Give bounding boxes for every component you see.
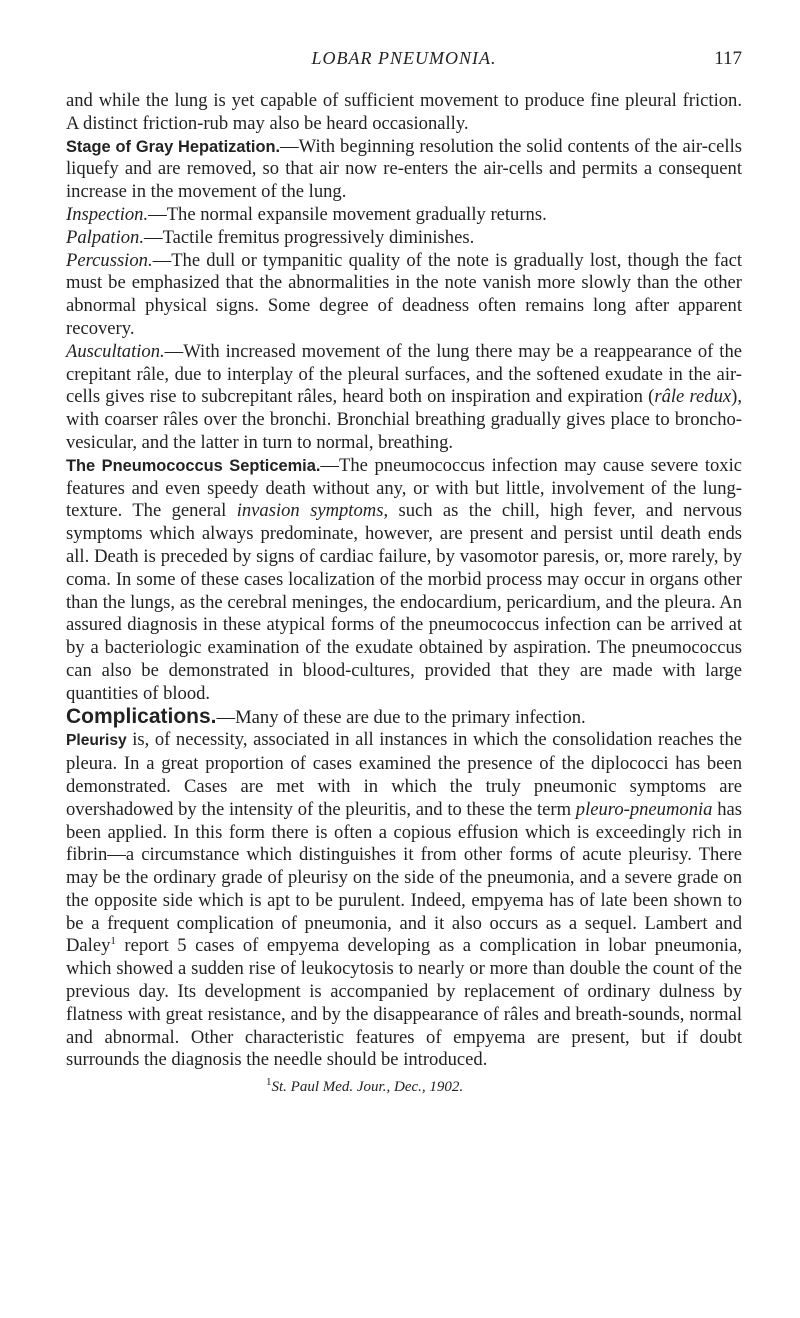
paragraph-text: —The normal expansile movement gradually returns. <box>148 203 547 225</box>
paragraph-text: —The pneumococcus infection may cause severe toxic features and even speedy death without any, or with but little, involvement of the lung-texture. The general <box>66 454 742 522</box>
section-heading: The Pneumococcus Septicemia. <box>66 456 321 475</box>
section-heading: Complications. <box>66 704 217 728</box>
subsection-heading: Palpation. <box>66 226 144 248</box>
paragraph-text: —The dull or tympanitic quality of the note is gradually lost, though the fact must be emphasized that the abnormalities in the note vanish more slowly than the other abnormal physical signs. Some degree of deadness often remains long after apparent recovery. <box>66 249 742 339</box>
paragraph-text: —Many of these are due to the primary infection. <box>216 706 586 728</box>
footnote-reference: 1 <box>110 935 116 948</box>
body-text <box>66 90 742 1072</box>
paragraph-text: ), with coarser râles over the bronchi. Bronchial breathing gradually gives place to broncho-vesicular, and the latter in turn to normal, breathing. <box>66 386 742 453</box>
paragraph-complications <box>66 706 742 730</box>
page-number: 117 <box>714 48 742 69</box>
paragraph-percussion <box>66 250 742 341</box>
paragraph-text: , such as the chill, high fever, and nervous symptoms which always predominate, however, are present and persist until death ends all. Death is preceded by signs of cardiac failure, by vasomotor paresis, or, more rarely, by coma. In some of these cases localization of the morbid process may occur in organs other than the lungs, as the cerebral meninges, the endocardium, pericardium, and the pleura. An assured diagnosis in these atypical forms of the pneumococcus infection can be arrived at by a bacteriologic examination of the exudate obtained by aspiration. The pneumococcus can also be demonstrated in blood-cultures, provided that they are made with large quantities of blood. <box>66 500 742 704</box>
section-heading: Pleurisy <box>66 732 127 750</box>
footnote-marker: 1 <box>266 1076 272 1089</box>
running-title: LOBAR PNEUMONIA. <box>311 48 497 68</box>
subsection-heading: Auscultation. <box>66 340 165 362</box>
paragraph-text: is, of necessity, associated in all instances in which the consolidation reaches the pleura. In a great proportion of cases examined the presence of the diplococci has been demonstrated. Cases are met with in which the truly pneumonic symptoms are overshadowed by the intensity of the pleuritis, and to these the term <box>66 729 742 820</box>
paragraph-auscultation <box>66 341 742 455</box>
paragraph-septicemia <box>66 455 742 706</box>
section-heading: Stage of Gray Hepatization. <box>66 137 281 156</box>
footnote <box>66 1078 742 1096</box>
paragraph-text: —With beginning resolution the solid contents of the air-cells liquefy and are removed, so that air now re-enters the air-cells and permits a consequent increase in the movement of the lung. <box>66 135 742 203</box>
paragraph-text: —With increased movement of the lung there may be a reappearance of the crepitant râle, due to interplay of the pleural surfaces, and the softened exudate in the air-cells gives rise to subcrepitant râles, heard both on inspiration and expiration ( <box>66 340 742 408</box>
footnote-text: St. Paul Med. Jour., Dec., 1902. <box>271 1079 464 1096</box>
italic-term: râle redux <box>654 386 732 408</box>
paragraph-text: —Tactile fremitus progressively diminishes. <box>144 226 475 248</box>
paragraph-text: report 5 cases of empyema developing as a complication in lobar pneumonia, which showed a sudden rise of leukocytosis to nearly or more than double the count of the previous day. Its development is accompanied by replacement of ordinary dulness by flatness with great resistance, and by the disappearance of râles and breath-sounds, normal and abnormal. Other characteristic features of empyema are present, but if doubt surrounds the diagnosis the needle should be introduced. <box>66 935 742 1071</box>
italic-term: pleuro-pneumonia <box>575 798 713 820</box>
paragraph-pleurisy <box>66 729 742 1072</box>
italic-term: invasion symptoms <box>236 500 384 522</box>
paragraph-gray-hepatization <box>66 136 742 204</box>
running-head <box>66 48 742 78</box>
book-page <box>66 48 742 1096</box>
subsection-heading: Inspection. <box>66 203 149 225</box>
subsection-heading: Percussion. <box>66 249 153 271</box>
paragraph-palpation <box>66 227 742 250</box>
paragraph-text: has been applied. In this form there is often a copious effusion which is exceedingly rich in fibrin—a circumstance which distinguishes it from other forms of acute pleurisy. There may be the ordinary grade of pleurisy on the side of the pneumonia, and a severe grade on the opposite side which is apt to be purulent. Indeed, empyema has of late been shown to be a frequent complication of pneumonia, and it also occurs as a sequel. Lambert and Daley <box>66 798 742 957</box>
paragraph-friction <box>66 90 742 136</box>
paragraph-inspection <box>66 204 742 227</box>
paragraph-text: and while the lung is yet capable of sufficient movement to produce fine pleural friction. A distinct friction-rub may also be heard occasionally. <box>66 90 742 134</box>
